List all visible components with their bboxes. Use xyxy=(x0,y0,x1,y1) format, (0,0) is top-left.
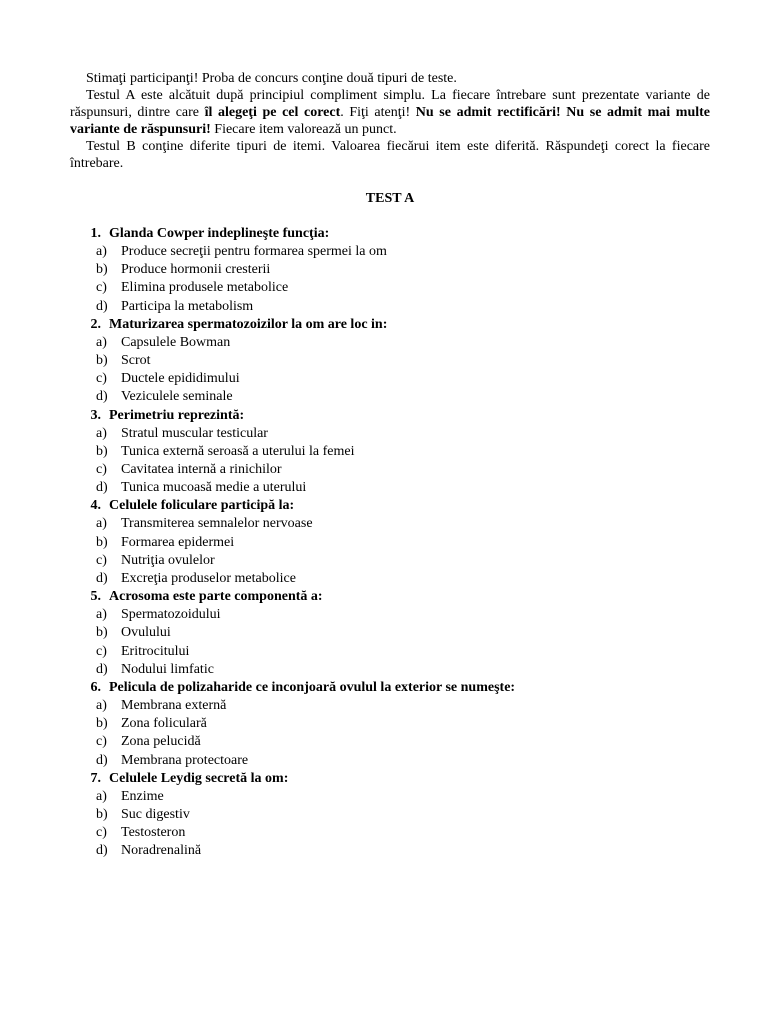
answer-option[interactable] xyxy=(70,243,710,261)
answer-option[interactable] xyxy=(70,388,710,406)
question-number: 5. xyxy=(90,589,101,605)
answer-option[interactable] xyxy=(70,534,710,552)
instructions-paragraph-3: Testul B conţine diferite tipuri de itemi. Valoarea fiecărui item este diferită. Răspundeţi corect la fiecare întrebare. xyxy=(70,139,710,171)
answer-option[interactable] xyxy=(70,752,710,770)
question-number: 2. xyxy=(90,316,101,332)
answer-options xyxy=(70,425,710,498)
answer-options xyxy=(70,606,710,679)
option-text: Tunica externă seroasă a uterului la femei xyxy=(121,443,355,459)
question-list xyxy=(70,225,710,861)
question-item xyxy=(70,316,710,407)
answer-option[interactable] xyxy=(70,824,710,842)
answer-option[interactable] xyxy=(70,298,710,316)
answer-option[interactable] xyxy=(70,570,710,588)
question-number: 4. xyxy=(90,498,101,514)
option-text: Nodului limfatic xyxy=(121,661,214,677)
option-text: Stratul muscular testicular xyxy=(121,425,268,441)
exam-page xyxy=(70,70,710,861)
option-letter: a) xyxy=(96,788,107,804)
answer-option[interactable] xyxy=(70,733,710,751)
option-text: Zona pelucidă xyxy=(121,734,201,750)
option-letter: b) xyxy=(96,443,108,459)
question-heading xyxy=(70,770,710,788)
option-text: Produce secreţii pentru formarea spermei la om xyxy=(121,244,387,259)
test-title: TEST A xyxy=(365,191,415,206)
question-number-gap xyxy=(101,770,109,788)
option-text: Nutriţia ovulelor xyxy=(121,552,215,568)
option-text: Suc digestiv xyxy=(121,807,190,823)
option-letter: d) xyxy=(96,571,108,587)
option-text: Spermatozoidului xyxy=(121,607,221,623)
question-heading xyxy=(70,679,710,697)
question-number-gap xyxy=(101,679,109,697)
option-letter: b) xyxy=(96,716,108,732)
question-number: 7. xyxy=(90,770,101,786)
answer-options xyxy=(70,697,710,770)
option-letter: d) xyxy=(96,389,108,405)
option-letter: b) xyxy=(96,353,108,369)
option-letter: d) xyxy=(96,480,108,496)
option-text: Veziculele seminale xyxy=(121,389,233,405)
option-letter: c) xyxy=(96,643,107,659)
question-text: Celulele Leydig secretă la om: xyxy=(109,770,289,786)
answer-options xyxy=(70,515,710,588)
question-number: 1. xyxy=(90,226,101,241)
option-text: Testosteron xyxy=(121,825,186,841)
answer-option[interactable] xyxy=(70,370,710,388)
answer-options xyxy=(70,334,710,407)
instructions-paragraph-1: Stimaţi participanţi! Proba de concurs conţine două tipuri de teste. xyxy=(86,71,457,86)
option-letter: d) xyxy=(96,661,108,677)
option-letter: b) xyxy=(96,807,108,823)
option-text: Formarea epidermei xyxy=(121,534,235,550)
option-text: Eritrocitului xyxy=(121,643,190,659)
option-text: Elimina produsele metabolice xyxy=(121,280,289,296)
answer-option[interactable] xyxy=(70,661,710,679)
option-text: Scrot xyxy=(121,353,151,369)
option-text: Membrana protectoare xyxy=(121,752,249,768)
option-letter: b) xyxy=(96,534,108,550)
option-letter: a) xyxy=(96,516,107,532)
option-letter: d) xyxy=(96,843,108,859)
answer-option[interactable] xyxy=(70,643,710,661)
question-heading xyxy=(70,407,710,425)
question-text: Celulele foliculare participă la: xyxy=(109,498,295,514)
question-item xyxy=(70,588,710,679)
item-value-note: Fiecare item valorează un punct. xyxy=(210,122,397,137)
option-text: Participa la metabolism xyxy=(121,298,254,314)
question-number-gap xyxy=(101,588,109,606)
option-letter: a) xyxy=(96,698,107,714)
option-text: Membrana externă xyxy=(121,698,227,714)
option-text: Enzime xyxy=(121,788,164,804)
option-letter: a) xyxy=(96,244,107,259)
answer-options xyxy=(70,788,710,861)
option-letter: d) xyxy=(96,752,108,768)
option-letter: c) xyxy=(96,280,107,296)
option-text: Ovulului xyxy=(121,625,171,641)
option-text: Ductele epididimului xyxy=(121,371,240,387)
option-letter: a) xyxy=(96,334,107,350)
question-text: Acrosoma este parte componentă a: xyxy=(109,589,323,605)
option-letter: c) xyxy=(96,734,107,750)
option-letter: c) xyxy=(96,462,107,478)
choose-correct-emphasis: îl alegeţi pe cel corect xyxy=(204,105,341,120)
option-text: Transmiterea semnalelor nervoase xyxy=(121,516,313,532)
option-text: Zona foliculară xyxy=(121,716,207,732)
no-corrections-warning: Nu se admit rectificări! Nu se admit mai multe variante de răspunsuri! xyxy=(70,105,710,137)
option-letter: b) xyxy=(96,262,108,278)
answer-option[interactable] xyxy=(70,552,710,570)
option-text: Cavitatea internă a rinichilor xyxy=(121,462,282,478)
question-item xyxy=(70,770,710,861)
question-heading xyxy=(70,316,710,334)
answer-option[interactable] xyxy=(70,352,710,370)
option-letter: a) xyxy=(96,425,107,441)
question-item xyxy=(70,679,710,770)
option-text: Capsulele Bowman xyxy=(121,334,231,350)
question-text: Pelicula de polizaharide ce inconjoară ovulul la exterior se numeşte: xyxy=(109,680,516,696)
attention-note: . Fiţi atenţi! xyxy=(340,105,416,120)
answer-option[interactable] xyxy=(70,479,710,497)
option-text: Noradrenalină xyxy=(121,843,202,859)
answer-option[interactable] xyxy=(70,334,710,352)
question-number: 6. xyxy=(90,680,101,696)
question-item xyxy=(70,225,710,316)
question-text: Maturizarea spermatozoizilor la om are loc in: xyxy=(109,316,388,332)
test-a-description: Testul A este alcătuit după principiul compliment simplu. La fiecare întrebare sunt prezentate variante de răspunsuri, dintre care xyxy=(70,88,710,120)
answer-option[interactable] xyxy=(70,425,710,443)
option-text: Produce hormonii cresterii xyxy=(121,262,271,278)
question-item xyxy=(70,407,710,498)
option-text: Tunica mucoasă medie a uterului xyxy=(121,480,307,496)
question-number: 3. xyxy=(90,407,101,423)
answer-option[interactable] xyxy=(70,261,710,279)
question-text: Perimetriu reprezintă: xyxy=(109,407,245,423)
question-number-gap xyxy=(101,316,109,334)
answer-option[interactable] xyxy=(70,697,710,715)
question-text: Glanda Cowper indeplineşte funcţia: xyxy=(109,226,330,241)
instructions xyxy=(70,70,710,172)
answer-option[interactable] xyxy=(70,606,710,624)
question-heading xyxy=(70,497,710,515)
answer-option[interactable] xyxy=(70,624,710,642)
option-text: Excreţia produselor metabolice xyxy=(121,571,296,587)
question-heading xyxy=(70,588,710,606)
option-letter: c) xyxy=(96,552,107,568)
question-heading xyxy=(70,225,710,243)
answer-option[interactable] xyxy=(70,515,710,533)
answer-options xyxy=(70,243,710,316)
instructions-paragraph-2 xyxy=(70,87,710,138)
option-letter: a) xyxy=(96,607,107,623)
answer-option[interactable] xyxy=(70,788,710,806)
option-letter: c) xyxy=(96,371,107,387)
answer-option[interactable] xyxy=(70,461,710,479)
question-number-gap xyxy=(101,497,109,515)
question-number-gap xyxy=(101,407,109,425)
question-number-gap xyxy=(101,225,109,243)
option-letter: c) xyxy=(96,825,107,841)
answer-option[interactable] xyxy=(70,806,710,824)
option-letter: b) xyxy=(96,625,108,641)
option-letter: d) xyxy=(96,298,108,314)
answer-option[interactable] xyxy=(70,279,710,297)
answer-option[interactable] xyxy=(70,715,710,733)
question-item xyxy=(70,497,710,588)
answer-option[interactable] xyxy=(70,443,710,461)
answer-option[interactable] xyxy=(70,842,710,860)
